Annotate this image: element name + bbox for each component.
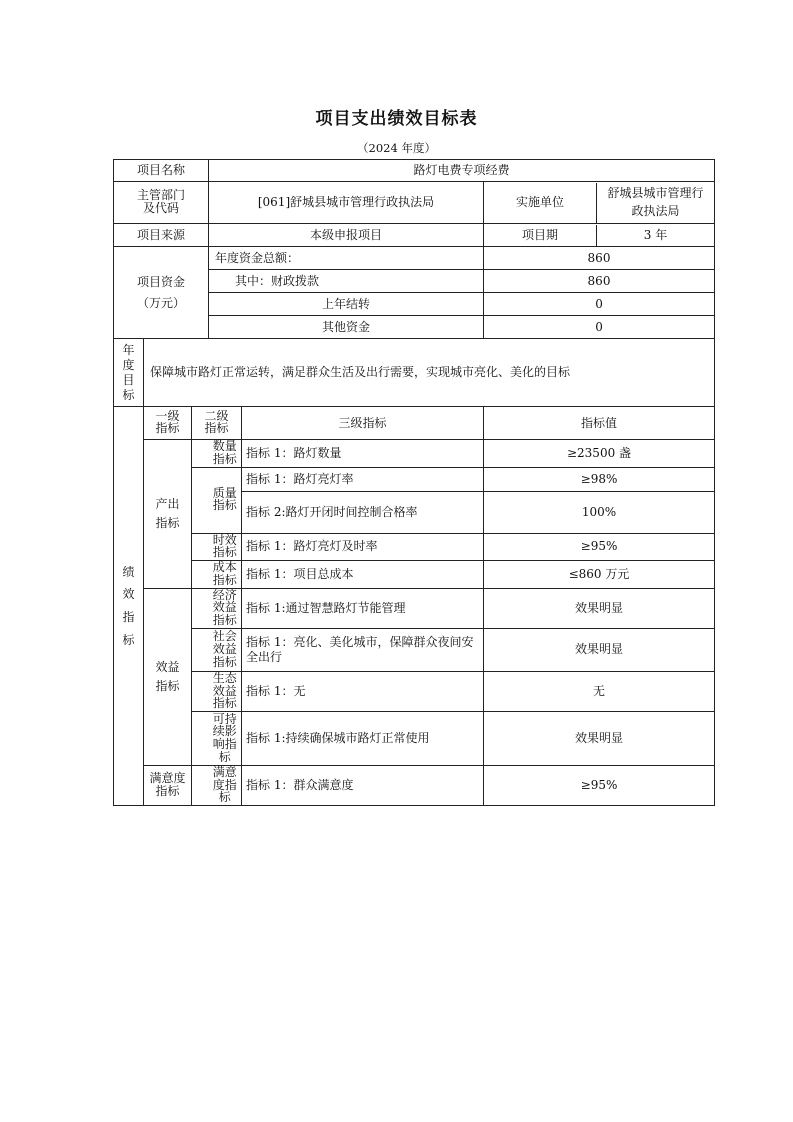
satisfaction-subindicator-label: 满意度指标 <box>212 765 237 805</box>
funds-total-label: 年度资金总额： <box>209 247 484 270</box>
funds-label: 项目资金（万元） <box>136 275 185 310</box>
funds-fiscal-value: 860 <box>484 270 715 293</box>
indicator-value: 效果明显 <box>484 588 715 628</box>
annual-goal-text: 保障城市路灯正常运转，满足群众生活及出行需要，实现城市亮化、美化的目标 <box>144 339 715 407</box>
indicator-value: ≤860 万元 <box>484 561 715 589</box>
indicator-value: ≥95% <box>484 533 715 561</box>
period-label: 项目期 <box>484 225 597 246</box>
funds-total-value: 860 <box>484 247 715 270</box>
funds-carryover-label: 上年结转 <box>209 293 484 316</box>
page-title: 项目支出绩效目标表 <box>315 109 478 129</box>
indicator-row <box>114 467 715 491</box>
cost-indicator-label: 成本指标 <box>212 560 237 587</box>
dept-value: [061]舒城县城市管理行政执法局 <box>209 182 484 224</box>
indicator-name: 指标 1：亮化、美化城市，保障群众夜间安全出行 <box>242 628 484 671</box>
indicators-section-label: 绩效指标 <box>122 564 135 647</box>
annual-goal-label: 年度目标 <box>122 342 135 402</box>
sustainable-impact-label: 可持续影响指标 <box>212 711 237 764</box>
impl-unit-value: 舒城县城市管理行政执法局 <box>607 186 704 218</box>
performance-table <box>113 159 715 806</box>
project-name-value: 路灯电费专项经费 <box>209 160 715 182</box>
indicator-value: ≥98% <box>484 467 715 491</box>
indicator-row <box>114 588 715 628</box>
indicator-name: 指标 1:通过智慧路灯节能管理 <box>242 588 484 628</box>
social-benefit-label: 社会效益指标 <box>212 629 237 669</box>
benefit-indicator-label: 效益指标 <box>155 659 180 693</box>
indicator-value: 效果明显 <box>484 628 715 671</box>
header-level2: 二级指标 <box>204 408 229 436</box>
period-value: 3 年 <box>643 227 668 242</box>
funds-other-label: 其他资金 <box>209 316 484 339</box>
page-subtitle: （2024 年度） <box>357 141 436 155</box>
header-value: 指标值 <box>484 407 715 440</box>
indicator-header-row <box>114 407 715 440</box>
indicator-name: 指标 1：群众满意度 <box>242 766 484 806</box>
indicator-name: 指标 1：项目总成本 <box>242 561 484 589</box>
project-name-label: 项目名称 <box>114 160 209 182</box>
project-name-row <box>114 160 715 182</box>
output-indicator-label: 产出指标 <box>155 496 180 530</box>
timeliness-indicator-label: 时效指标 <box>212 532 237 560</box>
indicator-row <box>114 561 715 589</box>
indicator-row <box>114 533 715 561</box>
indicator-row <box>114 440 715 468</box>
indicator-row <box>114 766 715 806</box>
indicator-name: 指标 1：路灯亮灯率 <box>242 467 484 491</box>
indicator-name: 指标 2:路灯开闭时间控制合格率 <box>242 491 484 533</box>
header-level1: 一级指标 <box>155 408 180 436</box>
indicator-name: 指标 1:持续确保城市路灯正常使用 <box>242 712 484 766</box>
indicator-value: 效果明显 <box>484 712 715 766</box>
quantity-indicator-label: 数量指标 <box>212 439 237 466</box>
impl-unit-label: 实施单位 <box>484 183 597 223</box>
indicator-name: 指标 1：路灯亮灯及时率 <box>242 533 484 561</box>
funds-other-value: 0 <box>484 316 715 339</box>
source-label: 项目来源 <box>114 224 209 247</box>
satisfaction-indicator-label: 满意度指标 <box>149 771 186 799</box>
ecological-benefit-label: 生态效益指标 <box>212 670 237 711</box>
funds-carryover-value: 0 <box>484 293 715 316</box>
indicator-name: 指标 1：路灯数量 <box>242 440 484 468</box>
indicator-row <box>114 671 715 711</box>
dept-label: 主管部门及代码 <box>136 188 185 215</box>
source-row <box>114 224 715 247</box>
indicator-value: ≥23500 盏 <box>484 440 715 468</box>
funds-fiscal-label: 其中：财政拨款 <box>209 270 484 293</box>
quality-indicator-label: 质量指标 <box>212 485 237 513</box>
dept-row <box>114 182 715 224</box>
indicator-value: 100% <box>484 491 715 533</box>
funds-row-total <box>114 247 715 270</box>
indicator-name: 指标 1：无 <box>242 671 484 711</box>
indicator-row <box>114 628 715 671</box>
source-value: 本级申报项目 <box>209 224 484 247</box>
indicator-value: ≥95% <box>484 766 715 806</box>
header-level3: 三级指标 <box>242 407 484 440</box>
indicator-row <box>114 712 715 766</box>
economic-benefit-label: 经济效益指标 <box>212 587 237 627</box>
annual-goal-row <box>114 339 715 407</box>
indicator-value: 无 <box>484 671 715 711</box>
